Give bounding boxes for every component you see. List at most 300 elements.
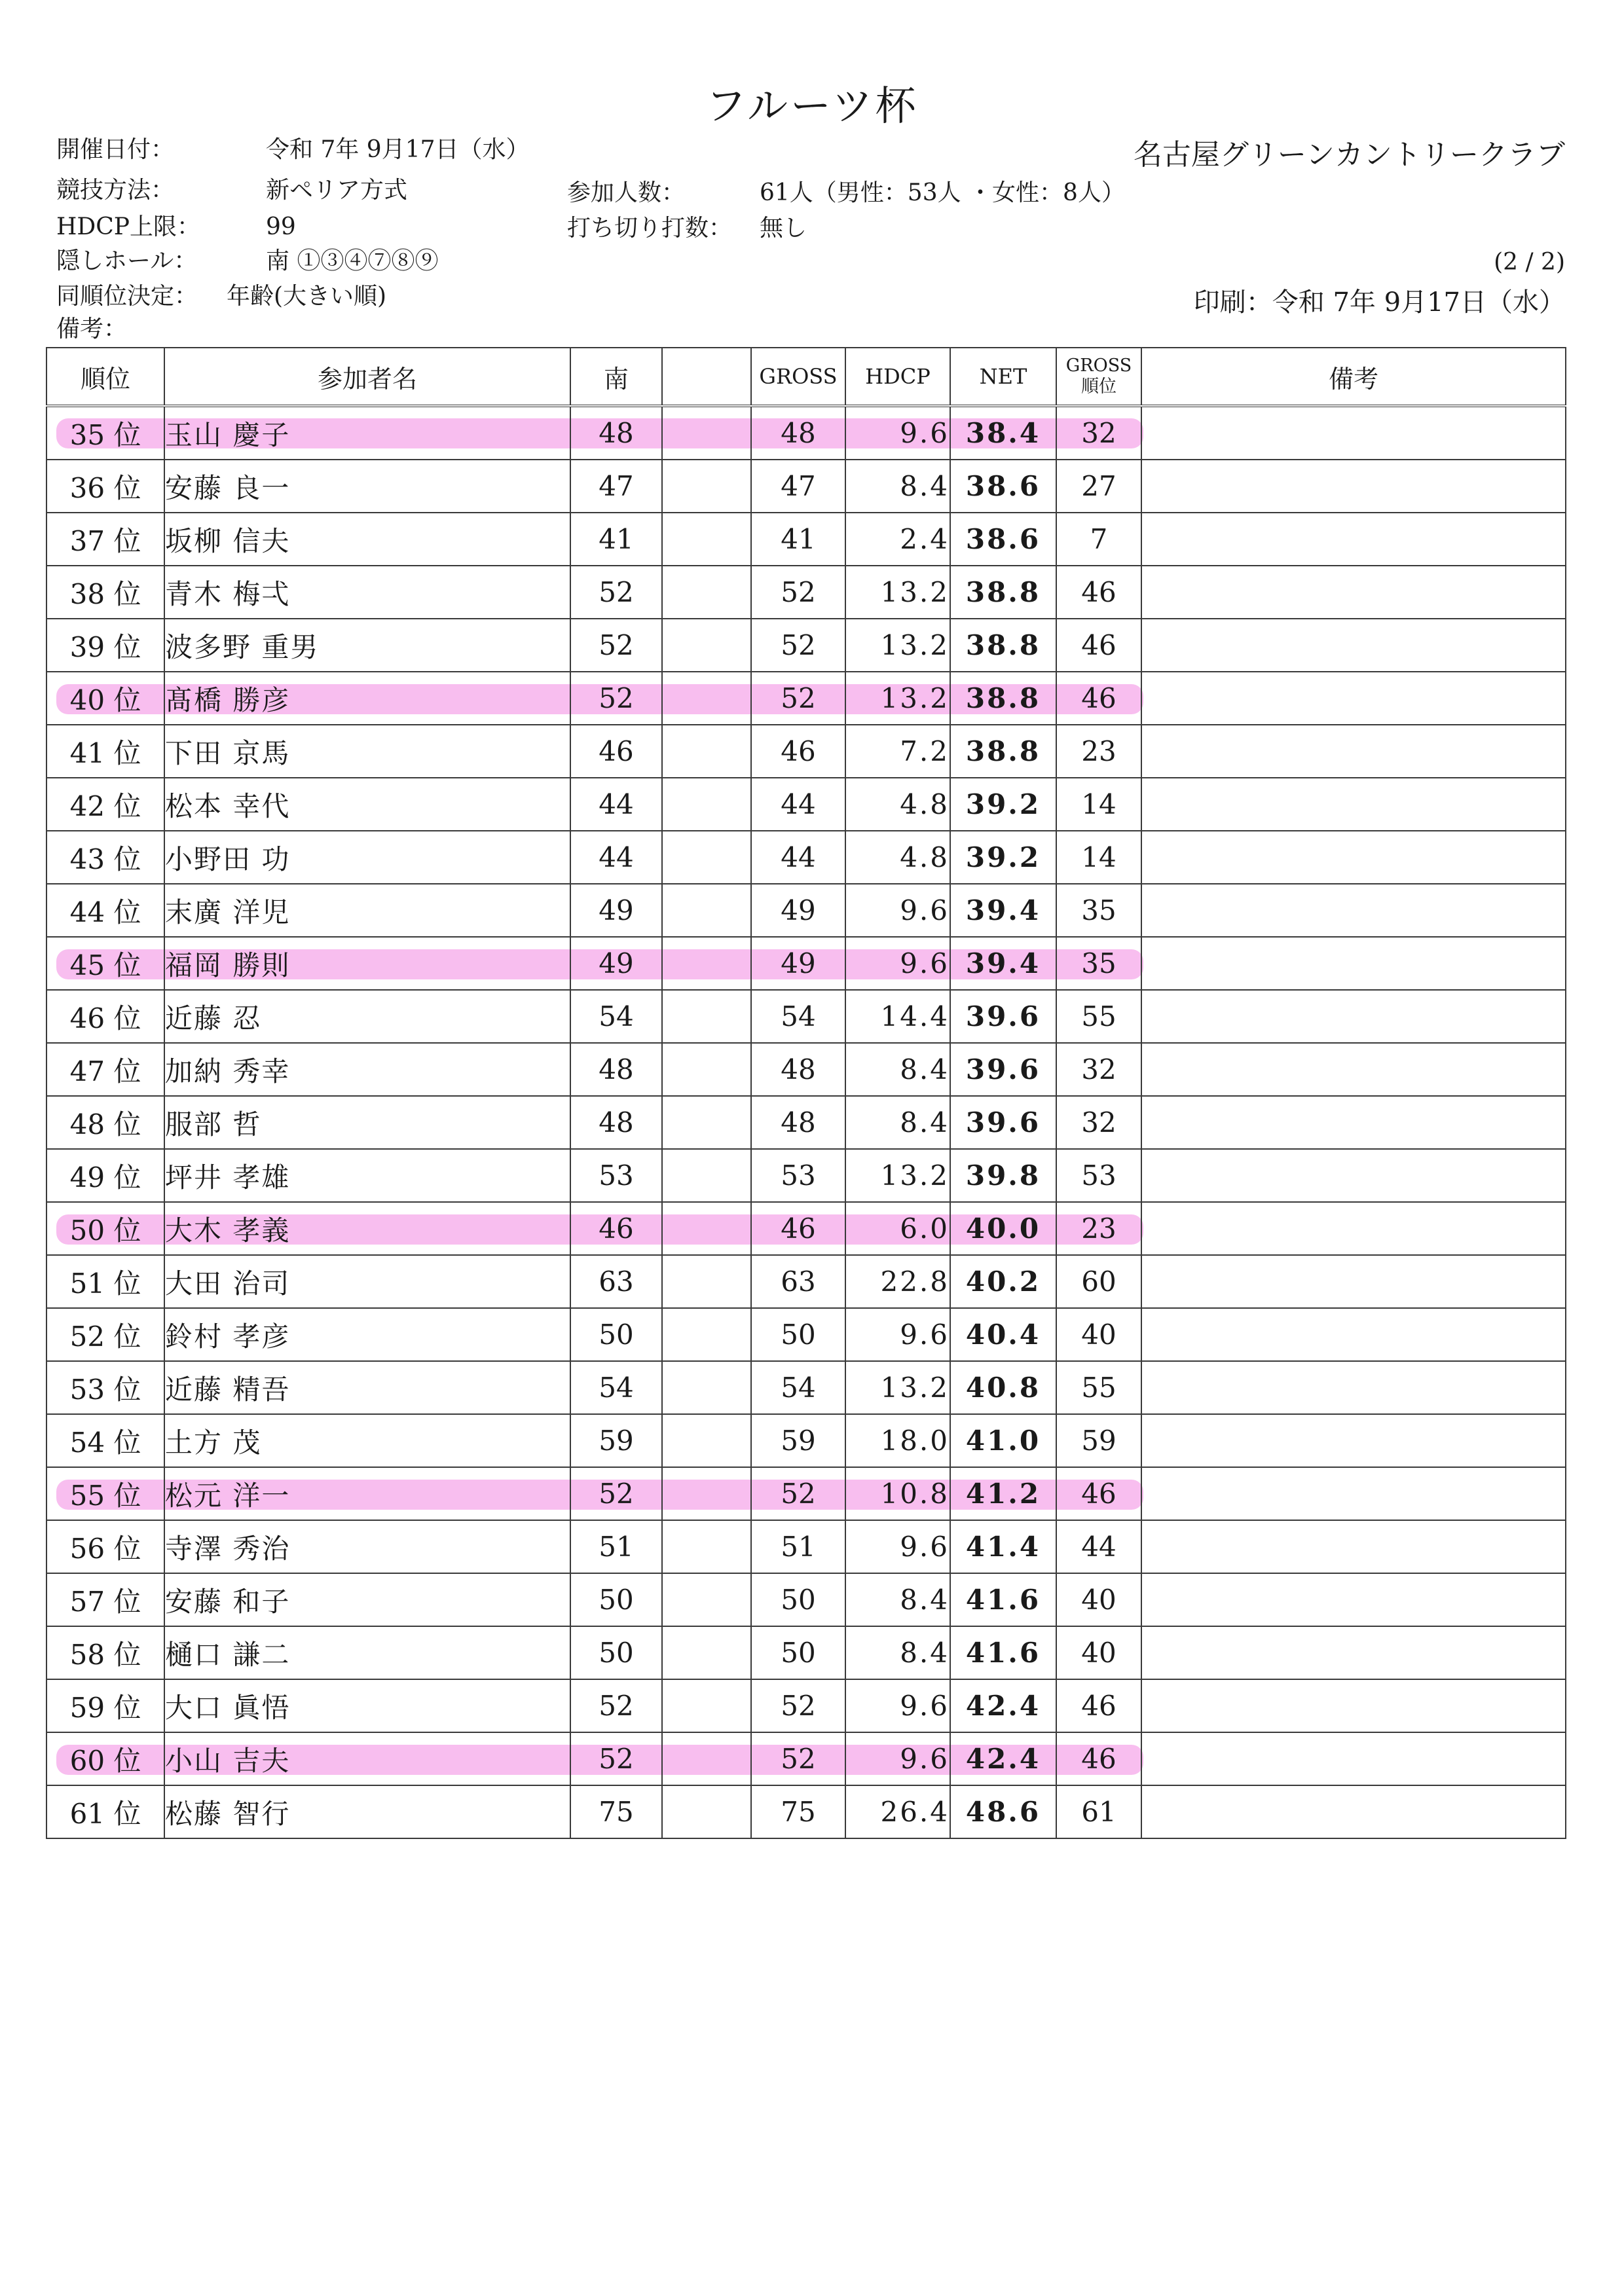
meta-tie bbox=[56, 278, 386, 311]
row-gross: 41 bbox=[751, 513, 845, 566]
row-gross-rank: 14 bbox=[1056, 831, 1141, 884]
row-name: 松元 洋一 bbox=[164, 1467, 570, 1520]
row-remarks bbox=[1141, 990, 1566, 1043]
row-hdcp: 9.6 bbox=[845, 1308, 950, 1361]
row-blank bbox=[662, 1732, 751, 1785]
row-blank bbox=[662, 566, 751, 619]
row-net: 41.2 bbox=[950, 1467, 1056, 1520]
row-blank bbox=[662, 831, 751, 884]
row-name: 青木 梅弌 bbox=[164, 566, 570, 619]
row-blank bbox=[662, 672, 751, 725]
row-gross-rank: 40 bbox=[1056, 1308, 1141, 1361]
row-gross-rank: 60 bbox=[1056, 1255, 1141, 1308]
row-remarks bbox=[1141, 778, 1566, 831]
table-row bbox=[46, 1732, 1566, 1785]
row-blank bbox=[662, 1149, 751, 1202]
row-hdcp: 2.4 bbox=[845, 513, 950, 566]
table-row bbox=[46, 1096, 1566, 1149]
row-blank bbox=[662, 1520, 751, 1573]
row-remarks bbox=[1141, 1308, 1566, 1361]
row-net: 39.2 bbox=[950, 831, 1056, 884]
row-hdcp: 9.6 bbox=[845, 884, 950, 937]
row-south-score: 52 bbox=[570, 672, 662, 725]
row-rank: 51 位 bbox=[46, 1255, 164, 1308]
row-blank bbox=[662, 990, 751, 1043]
table-row bbox=[46, 406, 1566, 460]
table-row bbox=[46, 1467, 1566, 1520]
row-hdcp: 13.2 bbox=[845, 672, 950, 725]
row-net: 41.6 bbox=[950, 1573, 1056, 1626]
table-row bbox=[46, 1361, 1566, 1414]
row-hdcp: 13.2 bbox=[845, 1149, 950, 1202]
row-hdcp: 9.6 bbox=[845, 1679, 950, 1732]
row-remarks bbox=[1141, 1520, 1566, 1573]
row-blank bbox=[662, 1043, 751, 1096]
table-row bbox=[46, 672, 1566, 725]
row-blank bbox=[662, 1414, 751, 1467]
row-gross: 50 bbox=[751, 1573, 845, 1626]
table-row bbox=[46, 778, 1566, 831]
table-row bbox=[46, 937, 1566, 990]
row-net: 38.8 bbox=[950, 725, 1056, 778]
row-name: 下田 京馬 bbox=[164, 725, 570, 778]
row-gross: 54 bbox=[751, 990, 845, 1043]
row-remarks bbox=[1141, 1626, 1566, 1679]
row-name: 福岡 勝則 bbox=[164, 937, 570, 990]
row-rank: 36 位 bbox=[46, 460, 164, 513]
row-net: 38.8 bbox=[950, 672, 1056, 725]
row-remarks bbox=[1141, 566, 1566, 619]
print-date: 印刷：令和 7年 9月17日（水） bbox=[1193, 287, 1565, 318]
row-rank: 54 位 bbox=[46, 1414, 164, 1467]
row-remarks bbox=[1141, 1467, 1566, 1520]
meta-hdcp bbox=[56, 208, 296, 242]
row-gross: 53 bbox=[751, 1149, 845, 1202]
table-row bbox=[46, 990, 1566, 1043]
row-gross: 52 bbox=[751, 566, 845, 619]
row-name: 土方 茂 bbox=[164, 1414, 570, 1467]
row-south-score: 52 bbox=[570, 1732, 662, 1785]
header-remarks: 備考 bbox=[1141, 348, 1566, 406]
row-net: 38.8 bbox=[950, 566, 1056, 619]
row-remarks bbox=[1141, 406, 1566, 460]
header-south: 南 bbox=[570, 348, 662, 406]
row-blank bbox=[662, 725, 751, 778]
row-blank bbox=[662, 1308, 751, 1361]
row-hdcp: 6.0 bbox=[845, 1202, 950, 1255]
row-name: 髙橋 勝彦 bbox=[164, 672, 570, 725]
row-blank bbox=[662, 1626, 751, 1679]
row-gross: 49 bbox=[751, 937, 845, 990]
row-name: 末廣 洋児 bbox=[164, 884, 570, 937]
row-hdcp: 22.8 bbox=[845, 1255, 950, 1308]
row-net: 40.2 bbox=[950, 1255, 1056, 1308]
row-gross-rank: 55 bbox=[1056, 990, 1141, 1043]
meta-cutoff-value: 無し bbox=[760, 215, 807, 242]
row-rank: 49 位 bbox=[46, 1149, 164, 1202]
row-gross: 52 bbox=[751, 1732, 845, 1785]
row-blank bbox=[662, 1096, 751, 1149]
meta-cutoff bbox=[567, 210, 807, 243]
row-south-score: 54 bbox=[570, 1361, 662, 1414]
row-south-score: 50 bbox=[570, 1308, 662, 1361]
row-gross-rank: 27 bbox=[1056, 460, 1141, 513]
meta-tie-value: 年齢(大きい順) bbox=[227, 283, 387, 310]
row-rank: 47 位 bbox=[46, 1043, 164, 1096]
row-gross-rank: 53 bbox=[1056, 1149, 1141, 1202]
row-rank: 41 位 bbox=[46, 725, 164, 778]
row-name: 大木 孝義 bbox=[164, 1202, 570, 1255]
row-rank: 60 位 bbox=[46, 1732, 164, 1785]
row-south-score: 41 bbox=[570, 513, 662, 566]
row-remarks bbox=[1141, 1043, 1566, 1096]
table-row bbox=[46, 1414, 1566, 1467]
header-gross-rank-bottom: 順位 bbox=[1081, 376, 1116, 397]
row-rank: 44 位 bbox=[46, 884, 164, 937]
results-table bbox=[46, 347, 1566, 1839]
row-gross: 48 bbox=[751, 1043, 845, 1096]
table-row bbox=[46, 1149, 1566, 1202]
row-hdcp: 8.4 bbox=[845, 1043, 950, 1096]
row-name: 加納 秀幸 bbox=[164, 1043, 570, 1096]
row-gross-rank: 46 bbox=[1056, 619, 1141, 672]
row-blank bbox=[662, 1467, 751, 1520]
row-gross-rank: 46 bbox=[1056, 1679, 1141, 1732]
row-gross: 52 bbox=[751, 619, 845, 672]
row-rank: 35 位 bbox=[46, 406, 164, 460]
row-blank bbox=[662, 937, 751, 990]
row-gross: 50 bbox=[751, 1308, 845, 1361]
row-blank bbox=[662, 619, 751, 672]
row-hdcp: 9.6 bbox=[845, 406, 950, 460]
header-name: 参加者名 bbox=[164, 348, 570, 406]
row-hdcp: 14.4 bbox=[845, 990, 950, 1043]
row-remarks bbox=[1141, 1679, 1566, 1732]
row-net: 39.4 bbox=[950, 884, 1056, 937]
row-name: 近藤 忍 bbox=[164, 990, 570, 1043]
meta-hdcp-label: HDCP上限： bbox=[56, 213, 201, 240]
row-hdcp: 8.4 bbox=[845, 1096, 950, 1149]
row-net: 39.6 bbox=[950, 990, 1056, 1043]
table-row bbox=[46, 1308, 1566, 1361]
row-name: 松本 幸代 bbox=[164, 778, 570, 831]
meta-date bbox=[56, 131, 530, 164]
row-remarks bbox=[1141, 884, 1566, 937]
table-row bbox=[46, 1520, 1566, 1573]
row-name: 寺澤 秀治 bbox=[164, 1520, 570, 1573]
row-name: 小野田 功 bbox=[164, 831, 570, 884]
row-gross: 46 bbox=[751, 1202, 845, 1255]
row-net: 40.4 bbox=[950, 1308, 1056, 1361]
row-rank: 43 位 bbox=[46, 831, 164, 884]
row-hdcp: 7.2 bbox=[845, 725, 950, 778]
table-row bbox=[46, 1679, 1566, 1732]
row-blank bbox=[662, 406, 751, 460]
row-gross: 48 bbox=[751, 406, 845, 460]
meta-tie-label: 同順位決定： bbox=[56, 283, 198, 310]
meta-method-label: 競技方法： bbox=[56, 177, 175, 204]
row-blank bbox=[662, 1361, 751, 1414]
row-name: 鈴村 孝彦 bbox=[164, 1308, 570, 1361]
row-blank bbox=[662, 778, 751, 831]
row-rank: 52 位 bbox=[46, 1308, 164, 1361]
row-remarks bbox=[1141, 1732, 1566, 1785]
row-name: 小山 吉夫 bbox=[164, 1732, 570, 1785]
row-name: 坪井 孝雄 bbox=[164, 1149, 570, 1202]
row-net: 40.0 bbox=[950, 1202, 1056, 1255]
meta-cutoff-label: 打ち切り打数： bbox=[567, 215, 733, 242]
table-row bbox=[46, 1785, 1566, 1838]
row-gross-rank: 46 bbox=[1056, 672, 1141, 725]
meta-hidden-holes bbox=[56, 242, 438, 276]
row-gross: 49 bbox=[751, 884, 845, 937]
row-net: 41.4 bbox=[950, 1520, 1056, 1573]
row-gross: 48 bbox=[751, 1096, 845, 1149]
row-rank: 37 位 bbox=[46, 513, 164, 566]
table-row bbox=[46, 619, 1566, 672]
row-blank bbox=[662, 1785, 751, 1838]
row-south-score: 63 bbox=[570, 1255, 662, 1308]
row-south-score: 53 bbox=[570, 1149, 662, 1202]
meta-participants bbox=[567, 174, 1125, 208]
row-net: 41.6 bbox=[950, 1626, 1056, 1679]
row-rank: 40 位 bbox=[46, 672, 164, 725]
header-net: NET bbox=[950, 348, 1056, 406]
table-row bbox=[46, 513, 1566, 566]
row-gross: 52 bbox=[751, 1679, 845, 1732]
row-remarks bbox=[1141, 1202, 1566, 1255]
row-hdcp: 8.4 bbox=[845, 1626, 950, 1679]
row-rank: 55 位 bbox=[46, 1467, 164, 1520]
row-net: 40.8 bbox=[950, 1361, 1056, 1414]
meta-hidden-value: 南 ①③④⑦⑧⑨ bbox=[266, 247, 439, 274]
row-south-score: 49 bbox=[570, 884, 662, 937]
row-gross-rank: 35 bbox=[1056, 884, 1141, 937]
row-gross: 52 bbox=[751, 1467, 845, 1520]
row-remarks bbox=[1141, 460, 1566, 513]
meta-note bbox=[56, 310, 127, 344]
row-name: 服部 哲 bbox=[164, 1096, 570, 1149]
header-gross-rank bbox=[1056, 348, 1141, 406]
row-south-score: 59 bbox=[570, 1414, 662, 1467]
row-net: 39.8 bbox=[950, 1149, 1056, 1202]
row-net: 38.6 bbox=[950, 513, 1056, 566]
row-remarks bbox=[1141, 1414, 1566, 1467]
meta-method-value: 新ペリア方式 bbox=[266, 177, 408, 204]
meta-participants-label: 参加人数： bbox=[567, 179, 686, 206]
row-south-score: 54 bbox=[570, 990, 662, 1043]
row-net: 39.2 bbox=[950, 778, 1056, 831]
table-row bbox=[46, 1626, 1566, 1679]
row-south-score: 50 bbox=[570, 1573, 662, 1626]
row-gross-rank: 23 bbox=[1056, 1202, 1141, 1255]
row-blank bbox=[662, 460, 751, 513]
row-hdcp: 4.8 bbox=[845, 778, 950, 831]
header-rank: 順位 bbox=[46, 348, 164, 406]
row-gross: 52 bbox=[751, 672, 845, 725]
row-hdcp: 13.2 bbox=[845, 566, 950, 619]
row-name: 大田 治司 bbox=[164, 1255, 570, 1308]
row-remarks bbox=[1141, 1149, 1566, 1202]
row-remarks bbox=[1141, 1255, 1566, 1308]
row-south-score: 48 bbox=[570, 1096, 662, 1149]
table-row bbox=[46, 884, 1566, 937]
row-gross-rank: 35 bbox=[1056, 937, 1141, 990]
row-rank: 53 位 bbox=[46, 1361, 164, 1414]
table-header-row bbox=[46, 348, 1566, 406]
meta-method bbox=[56, 172, 407, 205]
club-name: 名古屋グリーンカントリークラブ bbox=[1133, 138, 1565, 172]
meta-hdcp-value: 99 bbox=[266, 213, 296, 240]
row-south-score: 52 bbox=[570, 1467, 662, 1520]
row-hdcp: 8.4 bbox=[845, 1573, 950, 1626]
table-row bbox=[46, 460, 1566, 513]
row-south-score: 44 bbox=[570, 831, 662, 884]
table-row bbox=[46, 566, 1566, 619]
row-rank: 56 位 bbox=[46, 1520, 164, 1573]
row-south-score: 49 bbox=[570, 937, 662, 990]
row-south-score: 44 bbox=[570, 778, 662, 831]
row-hdcp: 26.4 bbox=[845, 1785, 950, 1838]
row-blank bbox=[662, 1679, 751, 1732]
row-net: 38.4 bbox=[950, 406, 1056, 460]
row-blank bbox=[662, 1202, 751, 1255]
row-rank: 59 位 bbox=[46, 1679, 164, 1732]
table-row bbox=[46, 831, 1566, 884]
meta-hidden-label: 隠しホール： bbox=[56, 247, 198, 274]
row-gross: 47 bbox=[751, 460, 845, 513]
row-net: 39.4 bbox=[950, 937, 1056, 990]
row-south-score: 52 bbox=[570, 619, 662, 672]
page-indicator: (2 / 2) bbox=[1494, 249, 1565, 276]
row-south-score: 48 bbox=[570, 1043, 662, 1096]
row-hdcp: 18.0 bbox=[845, 1414, 950, 1467]
row-gross-rank: 32 bbox=[1056, 1043, 1141, 1096]
row-rank: 61 位 bbox=[46, 1785, 164, 1838]
row-name: 玉山 慶子 bbox=[164, 406, 570, 460]
header-gross: GROSS bbox=[751, 348, 845, 406]
row-gross: 54 bbox=[751, 1361, 845, 1414]
row-gross: 50 bbox=[751, 1626, 845, 1679]
row-net: 38.6 bbox=[950, 460, 1056, 513]
row-name: 大口 眞悟 bbox=[164, 1679, 570, 1732]
header-gross-rank-top: GROSS bbox=[1065, 355, 1132, 376]
row-gross-rank: 46 bbox=[1056, 1732, 1141, 1785]
row-gross-rank: 61 bbox=[1056, 1785, 1141, 1838]
row-name: 坂柳 信夫 bbox=[164, 513, 570, 566]
row-gross: 63 bbox=[751, 1255, 845, 1308]
row-south-score: 52 bbox=[570, 566, 662, 619]
meta-note-label: 備考： bbox=[56, 316, 128, 342]
row-hdcp: 4.8 bbox=[845, 831, 950, 884]
row-rank: 57 位 bbox=[46, 1573, 164, 1626]
row-south-score: 48 bbox=[570, 406, 662, 460]
row-rank: 45 位 bbox=[46, 937, 164, 990]
table-row bbox=[46, 1573, 1566, 1626]
row-gross: 75 bbox=[751, 1785, 845, 1838]
row-south-score: 75 bbox=[570, 1785, 662, 1838]
meta-date-label: 開催日付： bbox=[56, 136, 175, 163]
table-row bbox=[46, 725, 1566, 778]
row-gross-rank: 59 bbox=[1056, 1414, 1141, 1467]
row-gross-rank: 55 bbox=[1056, 1361, 1141, 1414]
row-hdcp: 13.2 bbox=[845, 1361, 950, 1414]
row-hdcp: 10.8 bbox=[845, 1467, 950, 1520]
row-gross-rank: 7 bbox=[1056, 513, 1141, 566]
row-net: 39.6 bbox=[950, 1096, 1056, 1149]
row-name: 近藤 精吾 bbox=[164, 1361, 570, 1414]
row-net: 42.4 bbox=[950, 1732, 1056, 1785]
header-blank bbox=[662, 348, 751, 406]
row-net: 39.6 bbox=[950, 1043, 1056, 1096]
row-blank bbox=[662, 1255, 751, 1308]
row-south-score: 50 bbox=[570, 1626, 662, 1679]
row-gross: 44 bbox=[751, 778, 845, 831]
document-title: フルーツ杯 bbox=[705, 82, 919, 130]
row-rank: 46 位 bbox=[46, 990, 164, 1043]
row-hdcp: 13.2 bbox=[845, 619, 950, 672]
row-gross-rank: 40 bbox=[1056, 1626, 1141, 1679]
row-gross: 44 bbox=[751, 831, 845, 884]
row-remarks bbox=[1141, 831, 1566, 884]
row-remarks bbox=[1141, 937, 1566, 990]
row-remarks bbox=[1141, 1361, 1566, 1414]
meta-date-value: 令和 7年 9月17日（水） bbox=[266, 136, 530, 163]
row-blank bbox=[662, 884, 751, 937]
row-remarks bbox=[1141, 672, 1566, 725]
row-net: 42.4 bbox=[950, 1679, 1056, 1732]
row-remarks bbox=[1141, 619, 1566, 672]
row-name: 安藤 良一 bbox=[164, 460, 570, 513]
row-remarks bbox=[1141, 1785, 1566, 1838]
row-rank: 42 位 bbox=[46, 778, 164, 831]
row-hdcp: 8.4 bbox=[845, 460, 950, 513]
row-net: 38.8 bbox=[950, 619, 1056, 672]
row-gross-rank: 32 bbox=[1056, 406, 1141, 460]
row-south-score: 46 bbox=[570, 1202, 662, 1255]
table-row bbox=[46, 1202, 1566, 1255]
row-rank: 50 位 bbox=[46, 1202, 164, 1255]
row-name: 樋口 謙二 bbox=[164, 1626, 570, 1679]
row-name: 松藤 智行 bbox=[164, 1785, 570, 1838]
row-net: 48.6 bbox=[950, 1785, 1056, 1838]
row-hdcp: 9.6 bbox=[845, 1732, 950, 1785]
row-rank: 58 位 bbox=[46, 1626, 164, 1679]
row-gross: 51 bbox=[751, 1520, 845, 1573]
table-row bbox=[46, 1255, 1566, 1308]
row-remarks bbox=[1141, 725, 1566, 778]
row-blank bbox=[662, 513, 751, 566]
row-rank: 39 位 bbox=[46, 619, 164, 672]
row-hdcp: 9.6 bbox=[845, 1520, 950, 1573]
row-name: 安藤 和子 bbox=[164, 1573, 570, 1626]
row-remarks bbox=[1141, 1573, 1566, 1626]
row-gross-rank: 44 bbox=[1056, 1520, 1141, 1573]
row-net: 41.0 bbox=[950, 1414, 1056, 1467]
row-rank: 38 位 bbox=[46, 566, 164, 619]
row-gross-rank: 14 bbox=[1056, 778, 1141, 831]
row-gross: 46 bbox=[751, 725, 845, 778]
meta-participants-value: 61人（男性：53人 ・女性：8人） bbox=[760, 179, 1125, 206]
row-south-score: 46 bbox=[570, 725, 662, 778]
row-rank: 48 位 bbox=[46, 1096, 164, 1149]
row-gross-rank: 23 bbox=[1056, 725, 1141, 778]
row-gross-rank: 46 bbox=[1056, 1467, 1141, 1520]
row-blank bbox=[662, 1573, 751, 1626]
row-gross-rank: 46 bbox=[1056, 566, 1141, 619]
row-name: 波多野 重男 bbox=[164, 619, 570, 672]
table-row bbox=[46, 1043, 1566, 1096]
